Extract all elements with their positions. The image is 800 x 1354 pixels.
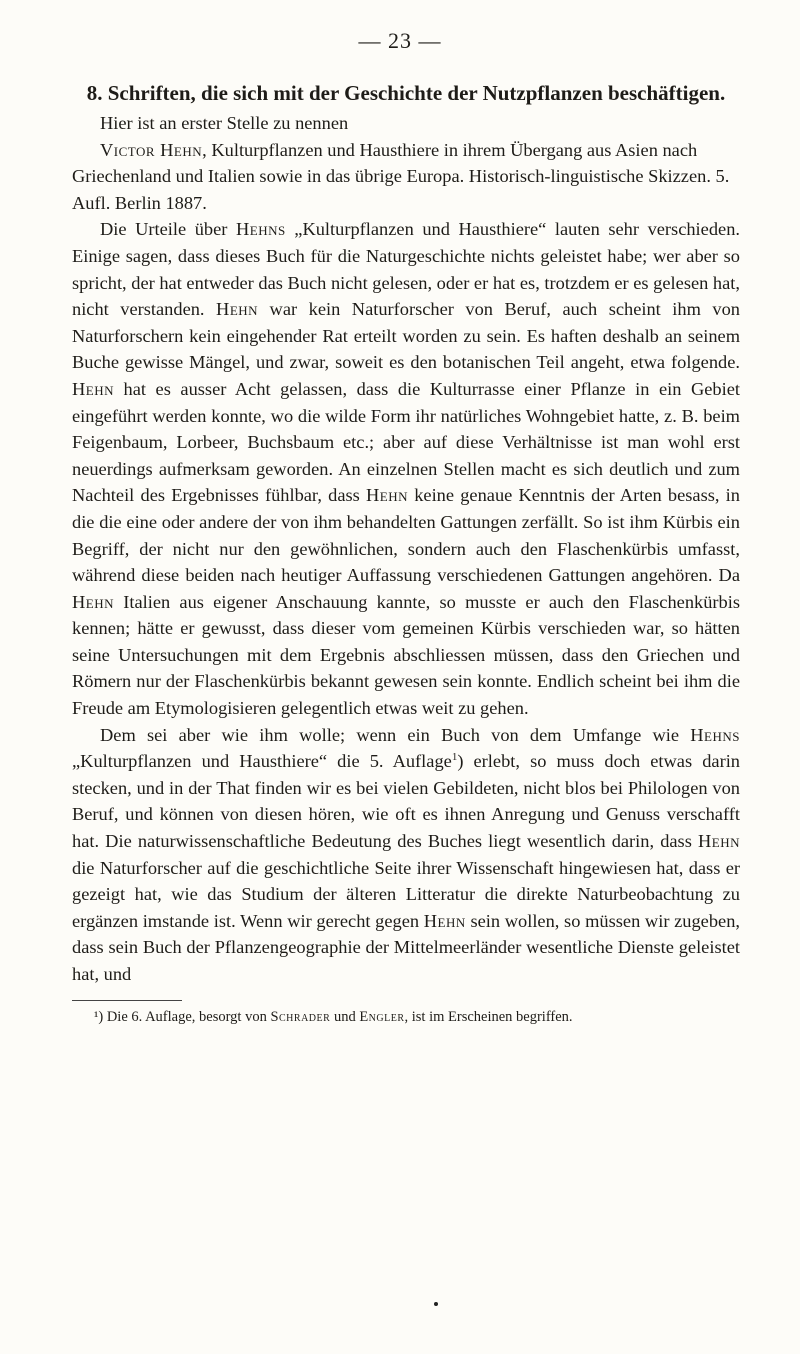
text-run: „Kulturpflanzen und Hausthiere“ lauten sehr verschieden. Einige sagen, dass dieses Buch für die Naturgeschichte nichts geleistet habe; wer aber so spricht, der hat entweder das Buch nicht gelesen, oder er hat es, trotzdem er es gelesen hat, nicht verstanden. xyxy=(72,219,740,320)
text-run: ) erlebt, so muss doch etwas darin stecken, und in der That finden wir es bei vielen Gebildeten, nicht blos bei Philologen von Beruf, und können von diesen hören, wie oft es ihnen Anregung und Genuss verschafft hat. Die naturwissenschaftliche Bedeutung des Buches liegt wesentlich darin, dass xyxy=(72,751,740,852)
print-speck xyxy=(434,1302,438,1306)
intro-line: Hier ist an erster Stelle zu nennen xyxy=(100,113,349,133)
page-number: — 23 — xyxy=(358,28,442,53)
footnote-divider xyxy=(72,1000,182,1001)
footnote-reference: 1 xyxy=(451,751,458,764)
author-name: Hehn xyxy=(216,299,259,320)
paragraph-critique xyxy=(72,216,740,721)
text-run: Die 6. Auflage, besorgt von xyxy=(106,1008,271,1025)
text-run: die Naturforscher auf die geschichtliche Seite ihrer Wissenschaft hingewiesen hat, dass er gezeigt hat, wie das Studium der älteren Litteratur die direkte Naturbeobachtung zu ergänzen imstande ist. Wenn wir gerecht gegen xyxy=(72,857,740,931)
editor-name: Engler xyxy=(359,1008,405,1025)
text-run: und xyxy=(330,1008,360,1025)
bibliographic-reference xyxy=(72,137,740,217)
author-name: Hehn xyxy=(366,485,408,506)
footnote xyxy=(72,1007,740,1027)
text-run: Die Urteile über xyxy=(100,219,236,240)
footnote-mark: ¹) xyxy=(94,1008,107,1025)
author-name: Hehn xyxy=(72,378,114,399)
text-run: hat es ausser Acht gelassen, dass die Kulturrasse einer Pflanze in ein Gebiet eingeführt werden konnte, wo die wilde Form ihr natürliches Wohngebiet hatte, z. B. beim Feigenbaum, Lorbeer, Buchsbaum etc.; aber auf diese Verhältnisse ist man wohl erst neuerdings aufmerksam geworden. An einzelnen Stellen macht es sich deutlich und zum Nachteil des Ergebnisses fühlbar, dass xyxy=(72,378,740,506)
author-name: Hehn xyxy=(72,591,114,612)
text-run: „Kulturpflanzen und Hausthiere“ die 5. Auflage xyxy=(72,751,452,772)
text-run: war kein Naturforscher von Beruf, auch scheint ihm von Naturforschern kein eingehender Rat erteilt worden zu sein. Es haften deshalb an seinem Buche gewisse Mängel, und zwar, soweit es den botanischen Teil angeht, etwa folgende. xyxy=(72,299,740,373)
author-name: Hehn xyxy=(423,910,466,931)
page-content xyxy=(72,78,740,1027)
reference-details: , Kulturpflanzen und Hausthiere in ihrem Übergang aus Asien nach Griechenland und Italien sowie in das übrige Europa. Historisch-linguistische Skizzen. 5. Aufl. Berlin 1887. xyxy=(72,139,730,213)
text-run: , ist im Erscheinen begriffen. xyxy=(404,1008,573,1025)
editor-name: Schrader xyxy=(270,1008,331,1025)
paragraph-significance xyxy=(72,722,740,988)
text-run: sein wollen, so müssen wir zugeben, dass sein Buch der Pflanzengeographie der Mittelmeerländer wesentliche Dienste geleistet hat, und xyxy=(72,910,740,984)
author-name: Hehns xyxy=(690,724,740,745)
section-heading: 8. Schriften, die sich mit der Geschichte der Nutzpflanzen beschäftigen. xyxy=(86,81,726,105)
author-name: Hehn xyxy=(698,831,740,852)
text-run: Dem sei aber wie ihm wolle; wenn ein Buch von dem Umfange wie xyxy=(100,724,691,745)
reference-author: Victor Hehn xyxy=(100,139,203,160)
text-run: keine genaue Kenntnis der Arten besass, in die die eine oder andere der von ihm behandelten Gattungen zerfällt. So ist ihm Kürbis ein Begriff, der nicht nur den gewöhnlichen, sondern auch den Flaschenkürbis umfasst, während diese beiden nach heutiger Auffassung verschiedenen Gattungen angehören. Da xyxy=(72,485,740,586)
author-name: Hehns xyxy=(235,219,286,240)
text-run: Italien aus eigener Anschauung kannte, so musste er auch den Flaschenkürbis kennen; hätte er gewusst, dass dieser vom gemeinen Kürbis verschieden war, so hätten seine Untersuchungen mit dem Ergebnis abschliessen müssen, dass den Griechen und Römern nur der Flaschenkürbis bekannt gewesen sein konnte. Endlich scheint bei ihm die Freude am Etymologisieren gelegentlich etwas weit zu gehen. xyxy=(72,591,740,719)
